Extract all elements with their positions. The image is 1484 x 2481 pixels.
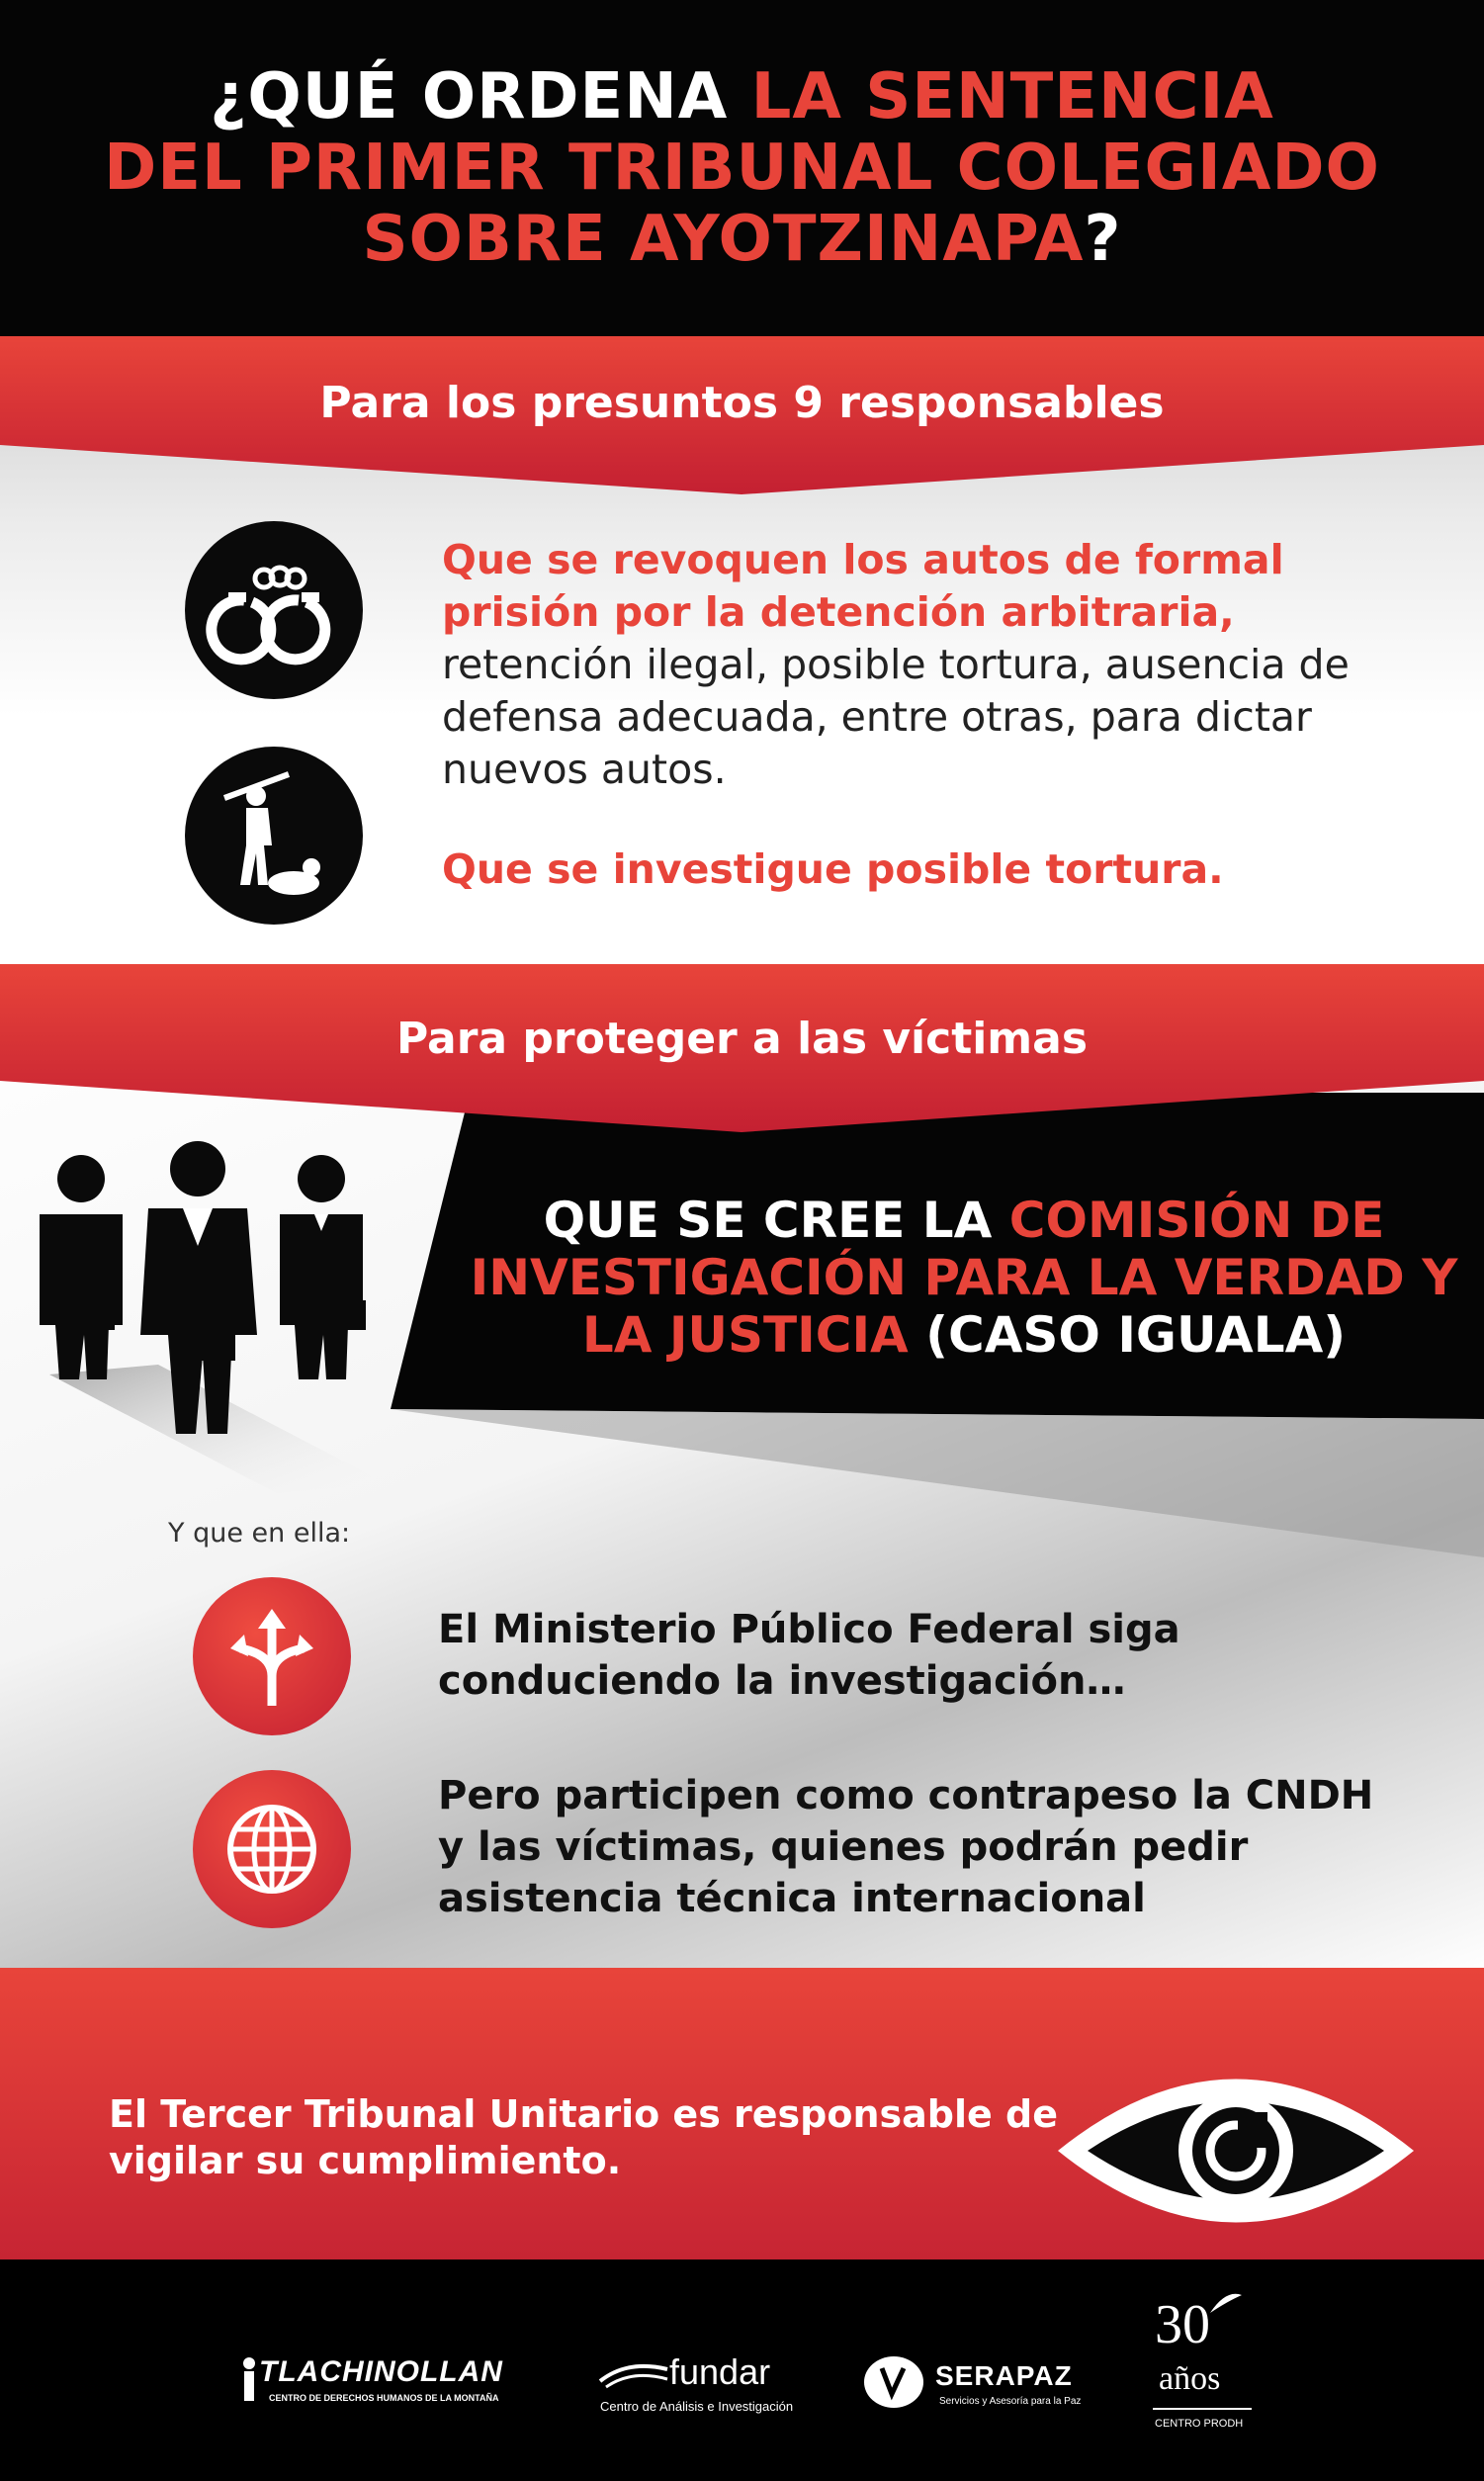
torture-icon (185, 747, 363, 925)
text-bold: Que se revoquen los autos de formal prisión por la detención arbitraria, (442, 536, 1284, 636)
investigar-text: Que se investigue posible tortura. (442, 845, 1224, 893)
fundar-logo (598, 2351, 835, 2421)
centro-prodh-logo (1147, 2289, 1256, 2457)
split-arrows-icon (193, 1577, 351, 1735)
logo-text: años (1159, 2360, 1221, 2397)
handcuffs-icon (185, 521, 363, 699)
title-part: SOBRE AYOTZINAPA (362, 203, 1085, 276)
item-contrapeso: Pero participen como contrapeso la CNDH y las víctimas, quienes podrán pedir asistencia técnica internacional (438, 1773, 1374, 1921)
title-part: LA SENTENCIA (750, 60, 1274, 133)
people-icon (30, 1137, 425, 1493)
ribbon-label: Para proteger a las víctimas (395, 1014, 1089, 1064)
serapaz-logo (860, 2348, 1107, 2423)
vigilancia-text: El Tercer Tribunal Unitario es responsable de vigilar su cumplimiento. (109, 2092, 1059, 2182)
logo-subtext: CENTRO PRODH (1155, 2418, 1244, 2430)
logo-subtext: Centro de Análisis e Investigación (600, 2399, 794, 2414)
eye-icon (1048, 2047, 1424, 2255)
leaf-icon (1206, 2289, 1246, 2319)
commission-part: QUE SE CREE LA (543, 1192, 1009, 1249)
page-title (0, 61, 1484, 275)
logo-text: fundar (669, 2351, 771, 2392)
logo-text: 30 (1155, 2294, 1210, 2355)
title-part: DEL PRIMER TRIBUNAL COLEGIADO (104, 132, 1380, 205)
serapaz-dove-icon (860, 2348, 931, 2413)
text-regular: retención ilegal, posible tortura, ausencia de defensa adecuada, entre otras, para dictar nuevos autos. (442, 641, 1350, 793)
logo-subtext: Servicios y Asesoría para la Paz (939, 2396, 1082, 2407)
commission-statement (465, 1192, 1463, 1364)
title-part: ¿QUÉ ORDENA (210, 60, 751, 133)
fundar-wave-icon (598, 2359, 669, 2389)
divider (1153, 2408, 1252, 2410)
commission-part: (CASO IGUALA) (908, 1306, 1347, 1364)
y-que-label: Y que en ella: (168, 1518, 351, 1549)
logo-text: SERAPAZ (935, 2360, 1073, 2391)
logo-subtext: CENTRO DE DERECHOS HUMANOS DE LA MONTAÑA (269, 2393, 499, 2403)
item-ministerio: El Ministerio Público Federal siga conduciendo la investigación… (438, 1607, 1180, 1704)
tlachinollan-logo (239, 2351, 566, 2421)
logo-text: TLACHINOLLAN (259, 2355, 503, 2388)
title-part: ? (1084, 203, 1122, 276)
tlachinollan-figure-icon (239, 2351, 259, 2411)
ribbon-label: Para los presuntos 9 responsables (319, 378, 1165, 428)
globe-icon (193, 1770, 351, 1928)
commission-part: COMISIÓN DE INVESTIGACIÓN PARA LA VERDAD Y LA JUSTICIA (470, 1192, 1458, 1364)
sentencia-text (442, 534, 1391, 796)
